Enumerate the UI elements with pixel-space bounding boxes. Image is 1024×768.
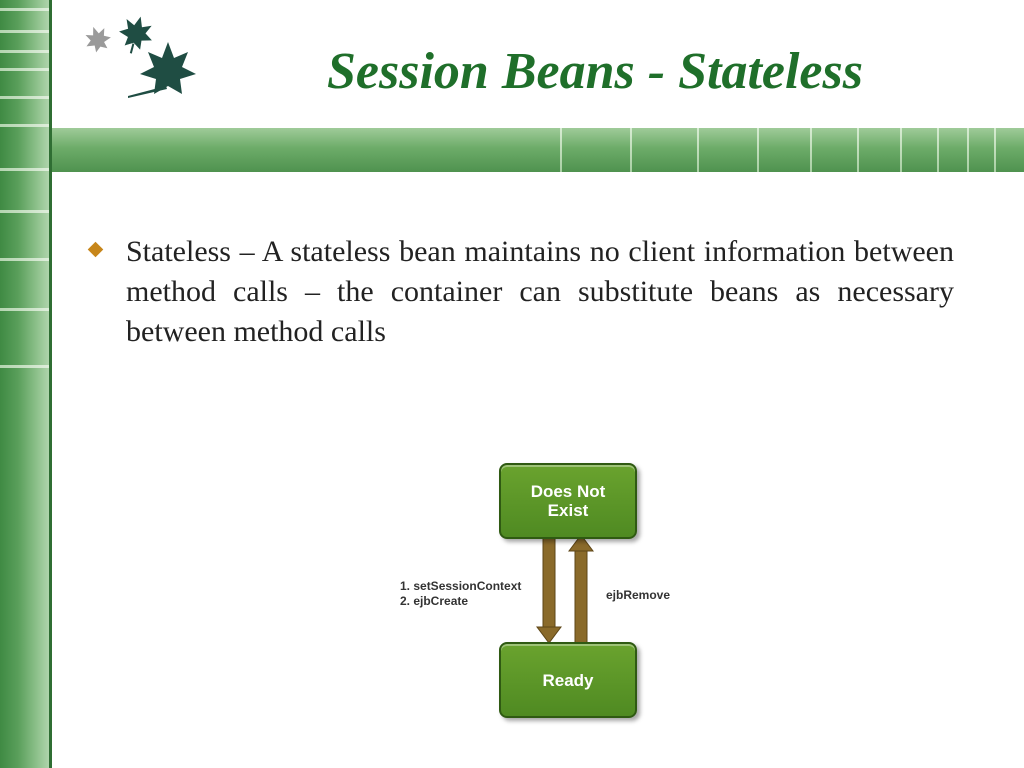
strip-stripe bbox=[0, 68, 50, 71]
state-label: Ready bbox=[542, 670, 594, 690]
banner-divider bbox=[810, 128, 812, 172]
state-ready bbox=[499, 642, 637, 718]
strip-stripe bbox=[0, 124, 50, 127]
state-label: Exist bbox=[547, 501, 589, 520]
strip-stripe bbox=[0, 365, 50, 368]
strip-stripe bbox=[0, 8, 50, 11]
left-decorative-strip bbox=[0, 0, 52, 768]
bullet-text: Stateless – A stateless bean maintains no client information between method calls – the container can substitute beans as necessary between method calls bbox=[126, 235, 954, 348]
state-does-not-exist bbox=[499, 463, 637, 539]
create-arrow bbox=[537, 535, 561, 643]
strip-stripe bbox=[0, 210, 50, 213]
strip-stripe bbox=[0, 168, 50, 171]
lifecycle-diagram bbox=[388, 455, 708, 735]
state-label: Does Not bbox=[530, 482, 606, 501]
banner-divider bbox=[994, 128, 996, 172]
banner-divider bbox=[967, 128, 969, 172]
diamond-bullet-icon bbox=[88, 242, 104, 258]
strip-edge bbox=[49, 0, 52, 768]
strip-stripe bbox=[0, 50, 50, 53]
title-banner bbox=[52, 128, 1024, 172]
strip-stripe bbox=[0, 258, 50, 261]
bullet-point bbox=[90, 232, 954, 352]
strip-stripe bbox=[0, 96, 50, 99]
banner-divider bbox=[757, 128, 759, 172]
banner-divider bbox=[560, 128, 562, 172]
banner-divider bbox=[900, 128, 902, 172]
banner-divider bbox=[937, 128, 939, 172]
transition-step: 1. setSessionContext bbox=[400, 579, 522, 593]
strip-stripe bbox=[0, 308, 50, 311]
create-transition-label bbox=[400, 579, 521, 609]
transition-step: 2. ejbCreate bbox=[400, 594, 469, 608]
remove-transition-label: ejbRemove bbox=[606, 588, 671, 602]
slide-title: Session Beans - Stateless bbox=[327, 43, 863, 100]
banner-divider bbox=[630, 128, 632, 172]
strip-stripe bbox=[0, 30, 50, 33]
maple-leaf-logo-icon bbox=[78, 12, 208, 104]
banner-divider bbox=[857, 128, 859, 172]
banner-divider bbox=[697, 128, 699, 172]
remove-arrow bbox=[569, 535, 593, 643]
